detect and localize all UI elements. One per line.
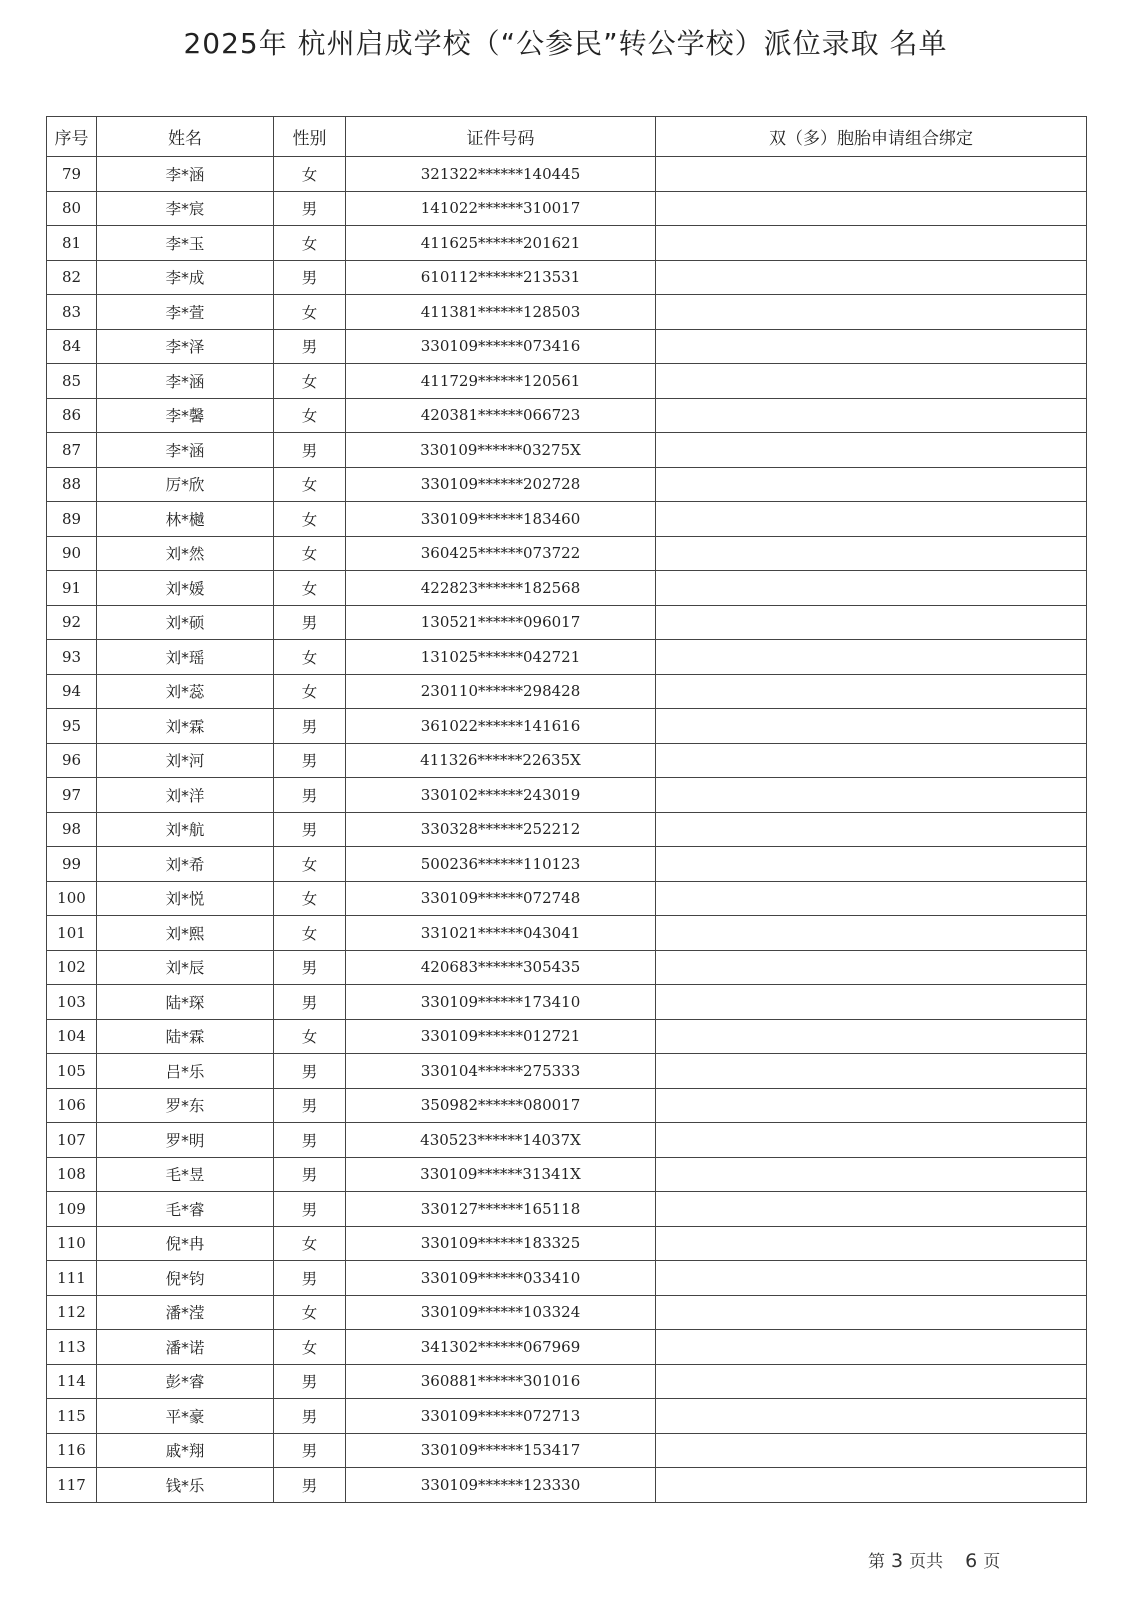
cell-seq: 105 [47, 1054, 97, 1089]
cell-gender: 女 [274, 916, 346, 951]
cell-twins-binding [656, 157, 1087, 192]
table-row [47, 226, 1087, 261]
cell-twins-binding [656, 847, 1087, 882]
cell-seq: 93 [47, 640, 97, 675]
cell-seq: 86 [47, 398, 97, 433]
cell-id-number: 361022******141616 [346, 709, 656, 744]
cell-id-number: 420683******305435 [346, 950, 656, 985]
cell-name: 刘*瑶 [97, 640, 274, 675]
cell-name: 彭*睿 [97, 1364, 274, 1399]
cell-id-number: 411625******201621 [346, 226, 656, 261]
table-row [47, 157, 1087, 192]
cell-gender: 女 [274, 1330, 346, 1365]
table-row [47, 985, 1087, 1020]
cell-seq: 83 [47, 295, 97, 330]
cell-id-number: 330109******183325 [346, 1226, 656, 1261]
cell-gender: 女 [274, 467, 346, 502]
cell-twins-binding [656, 1399, 1087, 1434]
column-header-twins-binding: 双（多）胞胎申请组合绑定 [656, 117, 1087, 157]
cell-twins-binding [656, 329, 1087, 364]
cell-seq: 116 [47, 1433, 97, 1468]
cell-id-number: 141022******310017 [346, 191, 656, 226]
table-row [47, 502, 1087, 537]
cell-seq: 90 [47, 536, 97, 571]
cell-gender: 男 [274, 1123, 346, 1158]
cell-twins-binding [656, 743, 1087, 778]
cell-gender: 男 [274, 1054, 346, 1089]
page-title: 2025年 杭州启成学校（“公参民”转公学校）派位录取 名单 [183, 27, 948, 60]
cell-twins-binding [656, 1088, 1087, 1123]
table-row [47, 709, 1087, 744]
cell-name: 潘*滢 [97, 1295, 274, 1330]
cell-id-number: 330109******123330 [346, 1468, 656, 1503]
table-row [47, 743, 1087, 778]
cell-seq: 112 [47, 1295, 97, 1330]
cell-name: 刘*蕊 [97, 674, 274, 709]
cell-name: 罗*东 [97, 1088, 274, 1123]
cell-twins-binding [656, 812, 1087, 847]
table-row [47, 1192, 1087, 1227]
cell-name: 倪*钧 [97, 1261, 274, 1296]
cell-gender: 男 [274, 743, 346, 778]
cell-seq: 99 [47, 847, 97, 882]
cell-twins-binding [656, 398, 1087, 433]
cell-name: 刘*熙 [97, 916, 274, 951]
cell-gender: 女 [274, 226, 346, 261]
cell-gender: 男 [274, 260, 346, 295]
column-header-seq: 序号 [47, 117, 97, 157]
column-header-id-number: 证件号码 [346, 117, 656, 157]
table-row [47, 605, 1087, 640]
page-footer [868, 1547, 1000, 1572]
cell-gender: 男 [274, 1468, 346, 1503]
cell-twins-binding [656, 1054, 1087, 1089]
cell-name: 李*玉 [97, 226, 274, 261]
cell-gender: 男 [274, 778, 346, 813]
cell-id-number: 422823******182568 [346, 571, 656, 606]
cell-gender: 女 [274, 640, 346, 675]
table-row [47, 1019, 1087, 1054]
cell-gender: 男 [274, 985, 346, 1020]
cell-twins-binding [656, 778, 1087, 813]
cell-id-number: 330328******252212 [346, 812, 656, 847]
cell-id-number: 330104******275333 [346, 1054, 656, 1089]
cell-id-number: 330109******103324 [346, 1295, 656, 1330]
cell-id-number: 230110******298428 [346, 674, 656, 709]
cell-seq: 98 [47, 812, 97, 847]
table-row [47, 916, 1087, 951]
cell-seq: 109 [47, 1192, 97, 1227]
cell-seq: 82 [47, 260, 97, 295]
cell-name: 刘*希 [97, 847, 274, 882]
cell-gender: 女 [274, 674, 346, 709]
cell-gender: 男 [274, 1157, 346, 1192]
cell-id-number: 331021******043041 [346, 916, 656, 951]
cell-twins-binding [656, 226, 1087, 261]
cell-twins-binding [656, 1295, 1087, 1330]
cell-twins-binding [656, 1226, 1087, 1261]
cell-seq: 97 [47, 778, 97, 813]
cell-name: 林*樾 [97, 502, 274, 537]
table-body [47, 157, 1087, 1503]
table-row [47, 847, 1087, 882]
cell-seq: 113 [47, 1330, 97, 1365]
cell-gender: 女 [274, 1226, 346, 1261]
cell-name: 厉*欣 [97, 467, 274, 502]
table-row [47, 1088, 1087, 1123]
cell-id-number: 321322******140445 [346, 157, 656, 192]
table-row [47, 1295, 1087, 1330]
cell-twins-binding [656, 536, 1087, 571]
cell-id-number: 330102******243019 [346, 778, 656, 813]
table-row [47, 1054, 1087, 1089]
table-row [47, 1123, 1087, 1158]
cell-id-number: 330109******03275X [346, 433, 656, 468]
footer-prefix: 第 [868, 1552, 885, 1572]
cell-twins-binding [656, 1157, 1087, 1192]
cell-twins-binding [656, 1123, 1087, 1158]
column-header-name: 姓名 [97, 117, 274, 157]
cell-seq: 100 [47, 881, 97, 916]
cell-seq: 111 [47, 1261, 97, 1296]
cell-twins-binding [656, 433, 1087, 468]
cell-twins-binding [656, 1261, 1087, 1296]
cell-id-number: 330109******31341X [346, 1157, 656, 1192]
cell-twins-binding [656, 260, 1087, 295]
table-header-row [47, 117, 1087, 157]
table-row [47, 1433, 1087, 1468]
cell-gender: 女 [274, 1019, 346, 1054]
cell-twins-binding [656, 502, 1087, 537]
cell-name: 刘*然 [97, 536, 274, 571]
cell-seq: 96 [47, 743, 97, 778]
cell-name: 刘*媛 [97, 571, 274, 606]
cell-name: 吕*乐 [97, 1054, 274, 1089]
table-row [47, 191, 1087, 226]
table-row [47, 1399, 1087, 1434]
cell-seq: 102 [47, 950, 97, 985]
cell-twins-binding [656, 674, 1087, 709]
cell-gender: 男 [274, 1192, 346, 1227]
cell-name: 刘*霖 [97, 709, 274, 744]
cell-id-number: 330109******012721 [346, 1019, 656, 1054]
cell-gender: 男 [274, 433, 346, 468]
cell-seq: 94 [47, 674, 97, 709]
cell-name: 刘*航 [97, 812, 274, 847]
table-row [47, 778, 1087, 813]
table-row [47, 950, 1087, 985]
cell-twins-binding [656, 605, 1087, 640]
table-row [47, 571, 1087, 606]
cell-gender: 男 [274, 191, 346, 226]
cell-gender: 男 [274, 605, 346, 640]
cell-gender: 女 [274, 295, 346, 330]
cell-twins-binding [656, 1192, 1087, 1227]
cell-gender: 女 [274, 157, 346, 192]
cell-seq: 101 [47, 916, 97, 951]
cell-id-number: 131025******042721 [346, 640, 656, 675]
cell-twins-binding [656, 295, 1087, 330]
cell-name: 毛*昱 [97, 1157, 274, 1192]
table-row [47, 640, 1087, 675]
table-row [47, 1468, 1087, 1503]
cell-id-number: 610112******213531 [346, 260, 656, 295]
table-row [47, 1364, 1087, 1399]
cell-twins-binding [656, 916, 1087, 951]
cell-gender: 女 [274, 502, 346, 537]
cell-twins-binding [656, 467, 1087, 502]
cell-seq: 104 [47, 1019, 97, 1054]
cell-name: 李*泽 [97, 329, 274, 364]
cell-id-number: 330109******153417 [346, 1433, 656, 1468]
cell-twins-binding [656, 985, 1087, 1020]
cell-name: 李*馨 [97, 398, 274, 433]
cell-id-number: 411729******120561 [346, 364, 656, 399]
cell-name: 陆*霖 [97, 1019, 274, 1054]
cell-id-number: 420381******066723 [346, 398, 656, 433]
cell-id-number: 411381******128503 [346, 295, 656, 330]
cell-name: 刘*辰 [97, 950, 274, 985]
cell-seq: 91 [47, 571, 97, 606]
cell-twins-binding [656, 191, 1087, 226]
cell-name: 倪*冉 [97, 1226, 274, 1261]
cell-seq: 80 [47, 191, 97, 226]
cell-twins-binding [656, 1364, 1087, 1399]
cell-id-number: 411326******22635X [346, 743, 656, 778]
cell-name: 李*涵 [97, 433, 274, 468]
cell-id-number: 330109******072748 [346, 881, 656, 916]
cell-seq: 110 [47, 1226, 97, 1261]
cell-id-number: 350982******080017 [346, 1088, 656, 1123]
cell-id-number: 500236******110123 [346, 847, 656, 882]
cell-name: 刘*洋 [97, 778, 274, 813]
total-page-number: 6 [965, 1550, 978, 1572]
cell-id-number: 330127******165118 [346, 1192, 656, 1227]
cell-gender: 男 [274, 812, 346, 847]
cell-name: 陆*琛 [97, 985, 274, 1020]
table-row [47, 467, 1087, 502]
cell-seq: 79 [47, 157, 97, 192]
table-row [47, 1330, 1087, 1365]
cell-name: 李*宸 [97, 191, 274, 226]
cell-seq: 92 [47, 605, 97, 640]
cell-name: 李*涵 [97, 364, 274, 399]
footer-middle: 页共 [909, 1552, 944, 1572]
cell-gender: 女 [274, 881, 346, 916]
table-row [47, 398, 1087, 433]
cell-id-number: 360425******073722 [346, 536, 656, 571]
cell-gender: 男 [274, 1088, 346, 1123]
table-row [47, 812, 1087, 847]
cell-name: 李*萱 [97, 295, 274, 330]
table-row [47, 536, 1087, 571]
cell-id-number: 330109******173410 [346, 985, 656, 1020]
cell-seq: 106 [47, 1088, 97, 1123]
cell-gender: 男 [274, 1364, 346, 1399]
cell-gender: 女 [274, 364, 346, 399]
cell-gender: 男 [274, 329, 346, 364]
cell-twins-binding [656, 571, 1087, 606]
table-row [47, 329, 1087, 364]
table-row [47, 364, 1087, 399]
cell-name: 刘*河 [97, 743, 274, 778]
cell-name: 戚*翔 [97, 1433, 274, 1468]
cell-seq: 85 [47, 364, 97, 399]
cell-seq: 84 [47, 329, 97, 364]
cell-name: 钱*乐 [97, 1468, 274, 1503]
cell-gender: 女 [274, 1295, 346, 1330]
cell-id-number: 341302******067969 [346, 1330, 656, 1365]
table-row [47, 1261, 1087, 1296]
admission-list-table [46, 116, 1087, 1503]
cell-id-number: 330109******073416 [346, 329, 656, 364]
table-row [47, 433, 1087, 468]
table-row [47, 881, 1087, 916]
cell-twins-binding [656, 709, 1087, 744]
cell-id-number: 130521******096017 [346, 605, 656, 640]
cell-name: 李*成 [97, 260, 274, 295]
cell-twins-binding [656, 364, 1087, 399]
current-page-number: 3 [891, 1550, 904, 1572]
table-row [47, 260, 1087, 295]
cell-seq: 81 [47, 226, 97, 261]
cell-name: 刘*悦 [97, 881, 274, 916]
cell-gender: 女 [274, 536, 346, 571]
cell-gender: 男 [274, 709, 346, 744]
cell-name: 毛*睿 [97, 1192, 274, 1227]
cell-id-number: 330109******202728 [346, 467, 656, 502]
cell-id-number: 430523******14037X [346, 1123, 656, 1158]
cell-name: 刘*硕 [97, 605, 274, 640]
cell-name: 平*豪 [97, 1399, 274, 1434]
cell-gender: 男 [274, 1433, 346, 1468]
cell-gender: 男 [274, 1261, 346, 1296]
cell-name: 李*涵 [97, 157, 274, 192]
cell-name: 罗*明 [97, 1123, 274, 1158]
cell-twins-binding [656, 640, 1087, 675]
cell-seq: 114 [47, 1364, 97, 1399]
cell-seq: 108 [47, 1157, 97, 1192]
cell-gender: 男 [274, 950, 346, 985]
cell-gender: 男 [274, 1399, 346, 1434]
cell-twins-binding [656, 1330, 1087, 1365]
cell-twins-binding [656, 1468, 1087, 1503]
cell-id-number: 360881******301016 [346, 1364, 656, 1399]
table-row [47, 1157, 1087, 1192]
cell-seq: 88 [47, 467, 97, 502]
cell-gender: 女 [274, 571, 346, 606]
cell-id-number: 330109******033410 [346, 1261, 656, 1296]
cell-twins-binding [656, 1433, 1087, 1468]
cell-seq: 117 [47, 1468, 97, 1503]
cell-seq: 103 [47, 985, 97, 1020]
cell-name: 潘*诺 [97, 1330, 274, 1365]
table-row [47, 674, 1087, 709]
cell-gender: 女 [274, 398, 346, 433]
cell-seq: 107 [47, 1123, 97, 1158]
table-row [47, 295, 1087, 330]
cell-id-number: 330109******183460 [346, 502, 656, 537]
cell-twins-binding [656, 1019, 1087, 1054]
table-row [47, 1226, 1087, 1261]
cell-seq: 87 [47, 433, 97, 468]
cell-seq: 95 [47, 709, 97, 744]
footer-suffix: 页 [983, 1552, 1001, 1572]
cell-seq: 89 [47, 502, 97, 537]
cell-gender: 女 [274, 847, 346, 882]
cell-twins-binding [656, 950, 1087, 985]
cell-id-number: 330109******072713 [346, 1399, 656, 1434]
cell-seq: 115 [47, 1399, 97, 1434]
column-header-gender: 性别 [274, 117, 346, 157]
cell-twins-binding [656, 881, 1087, 916]
